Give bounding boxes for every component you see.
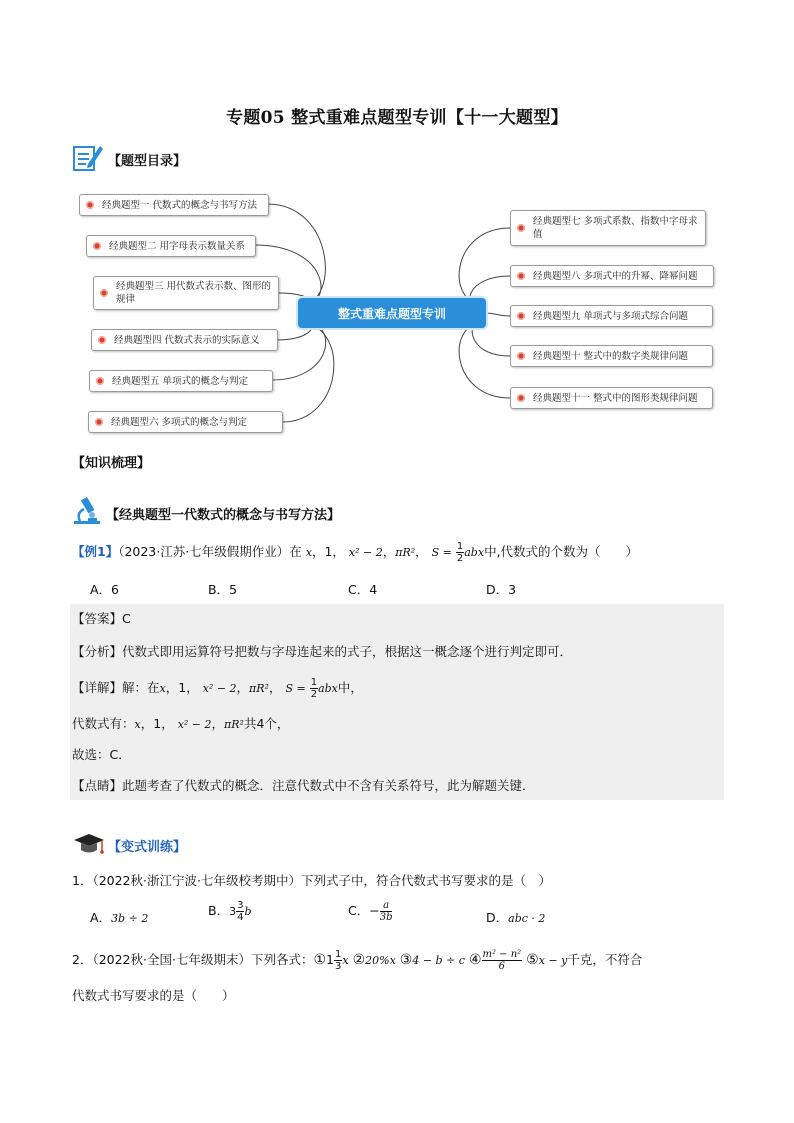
result-line: 代数式有：x，1， x² − 2，πR²共4个， [72, 716, 290, 731]
microscope-icon [70, 495, 104, 525]
graduation-cap-icon [72, 831, 106, 859]
mindmap-node-type6: 经典题型六 多项式的概念与判定 [88, 411, 283, 433]
answer-line: 【答案】C [72, 611, 131, 626]
mindmap-node-type3: 经典题型三 用代数式表示数、图形的规律 [93, 276, 279, 310]
toc-heading: 【题型目录】 [108, 154, 187, 169]
bullet-icon [100, 289, 108, 297]
fraction: $\frac{\text{m² − n²}}{6}$ [482, 949, 522, 972]
fraction: $\frac{a}{3b}$ [379, 900, 393, 923]
mindmap-node-type5: 经典题型五 单项式的概念与判定 [89, 370, 273, 392]
fraction: $\frac{3}{4}$ [237, 900, 244, 923]
example1-option-d: D．3 [486, 582, 517, 597]
choose-line: 故选：C． [72, 747, 131, 762]
question1-option-d: D．abc · 2 [486, 910, 546, 925]
page-title: 专题05 整式重难点题型专训【十一大题型】 [226, 108, 568, 128]
bullet-icon [95, 418, 103, 426]
mindmap-node-type2: 经典题型二 用字母表示数量关系 [86, 235, 256, 257]
question2-line2: 代数式书写要求的是（ ） [72, 988, 235, 1003]
bullet-icon [517, 394, 525, 402]
bullet-icon [517, 272, 525, 280]
example1-option-b: B．5 [208, 582, 238, 597]
comment-line: 【点睛】此题考查了代数式的概念．注意代数式中不含有关系符号，此为解题关键． [72, 778, 535, 793]
detail-line: 【详解】解：在x，1， x² − 2，πR²， S = $\frac{1}{2}$ abx中， [72, 677, 363, 700]
analysis-line: 【分析】代数式即用运算符号把数与字母连起来的式子，根据这一概念逐个进行判定即可． [72, 644, 573, 659]
bullet-icon [93, 242, 101, 250]
mindmap-node-type11: 经典题型十一 整式中的图形类规律问题 [510, 387, 713, 409]
example1-option-a: A．6 [90, 582, 120, 597]
question2-text: 2．（2022秋·全国·七年级期末）下列各式：①1 $\frac{1}{3}$ x ②20%x ③4 − b ÷ c ④ $\frac{\text{m² − n²}}{6}$ ⑤x − y千克，不符合 [72, 949, 643, 972]
fraction: $\frac{1}{2}$ [456, 541, 464, 564]
question1-option-b: B．3 $\frac{3}{4}$ b [208, 900, 252, 923]
bullet-icon [96, 377, 104, 385]
fraction: $\frac{1}{2}$ [310, 677, 318, 700]
mindmap-node-type7: 经典题型七 多项式系数、指数中字母求值 [510, 210, 706, 246]
mindmap-node-type9: 经典题型九 单项式与多项式综合问题 [510, 305, 713, 327]
example1-option-c: C．4 [348, 582, 378, 597]
question1-option-a: A．3b ÷ 2 [90, 910, 149, 925]
bullet-icon [517, 312, 525, 320]
fraction: $\frac{1}{3}$ [334, 949, 342, 972]
bullet-icon [517, 224, 525, 232]
example1-label: 【例1】 [72, 544, 119, 559]
example1-question: 【例1】（2023·江苏·七年级假期作业）在 x，1， x² − 2，πR²， S = $\frac{1}{2}$ abx中,代数式的个数为（ ） [72, 541, 639, 564]
bullet-icon [86, 201, 94, 209]
question1-option-c: C．− $\frac{a}{3b}$ [348, 900, 393, 923]
variant-heading: 【变式训练】 [108, 840, 187, 855]
question1-text: 1．（2022秋·浙江宁波·七年级校考期中）下列式子中，符合代数式书写要求的是（ ） [72, 873, 551, 888]
section1-heading: 【经典题型一代数式的概念与书写方法】 [106, 508, 341, 523]
answer-block [70, 604, 724, 800]
knowledge-heading: 【知识梳理】 [72, 456, 151, 471]
mindmap-node-type10: 经典题型十 整式中的数字类规律问题 [510, 345, 713, 367]
mindmap-node-type8: 经典题型八 多项式中的升幂、降幂问题 [510, 265, 714, 287]
bullet-icon [98, 336, 106, 344]
bullet-icon [517, 352, 525, 360]
mindmap-node-type4: 经典题型四 代数式表示的实际意义 [91, 329, 278, 351]
mindmap-center: 整式重难点题型专训 [298, 298, 486, 328]
mindmap-node-type1: 经典题型一 代数式的概念与书写方法 [79, 194, 269, 216]
